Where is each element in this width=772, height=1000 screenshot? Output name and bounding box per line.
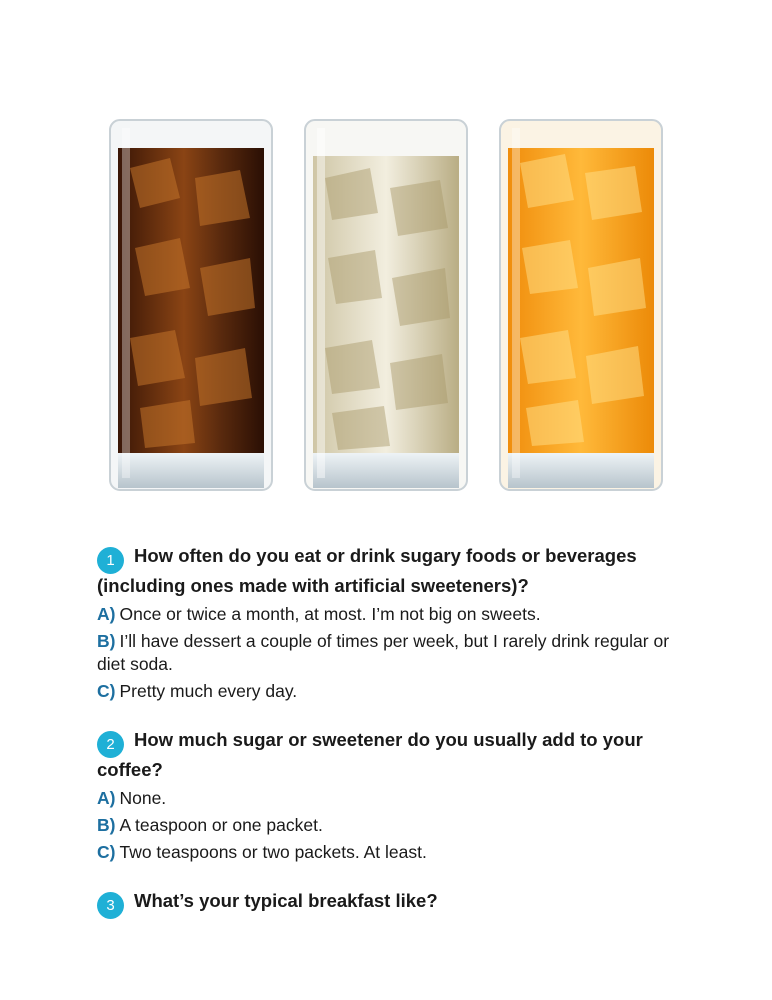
question-block-2 bbox=[97, 728, 697, 864]
question-text: How much sugar or sweetener do you usually add to your coffee? bbox=[97, 729, 643, 780]
answer-letter: C) bbox=[97, 842, 116, 862]
answer-text: Pretty much every day. bbox=[119, 681, 298, 701]
question-number-badge: 1 bbox=[97, 547, 124, 574]
answer-text: Once or twice a month, at most. I’m not big on sweets. bbox=[119, 604, 541, 624]
quiz bbox=[97, 544, 697, 944]
answer-letter: C) bbox=[97, 681, 116, 701]
answer-letter: B) bbox=[97, 815, 116, 835]
question-2 bbox=[97, 728, 697, 781]
question-text: How often do you eat or drink sugary foods or beverages (including ones made with artificial sweeteners)? bbox=[97, 545, 637, 596]
question-1 bbox=[97, 544, 697, 597]
question-block-1 bbox=[97, 544, 697, 703]
answer-option bbox=[97, 841, 697, 864]
answer-letter: A) bbox=[97, 604, 116, 624]
cola-glass bbox=[110, 120, 272, 490]
answer-option bbox=[97, 814, 697, 837]
answer-text: I’ll have dessert a couple of times per week, but I rarely drink regular or diet soda. bbox=[97, 631, 670, 674]
orange-soda-glass bbox=[500, 120, 662, 490]
answer-option bbox=[97, 787, 697, 810]
answer-option bbox=[97, 630, 697, 676]
answer-text: Two teaspoons or two packets. At least. bbox=[119, 842, 427, 862]
question-3 bbox=[97, 889, 697, 919]
answer-text: None. bbox=[119, 788, 167, 808]
answer-letter: A) bbox=[97, 788, 116, 808]
drinks-illustration bbox=[100, 108, 672, 518]
answer-text: A teaspoon or one packet. bbox=[119, 815, 323, 835]
clear-soda-glass bbox=[305, 120, 467, 490]
answer-letter: B) bbox=[97, 631, 116, 651]
question-number-badge: 2 bbox=[97, 731, 124, 758]
question-text: What’s your typical breakfast like? bbox=[134, 890, 438, 911]
answer-option bbox=[97, 603, 697, 626]
answer-option bbox=[97, 680, 697, 703]
question-number-badge: 3 bbox=[97, 892, 124, 919]
question-block-3 bbox=[97, 889, 697, 919]
